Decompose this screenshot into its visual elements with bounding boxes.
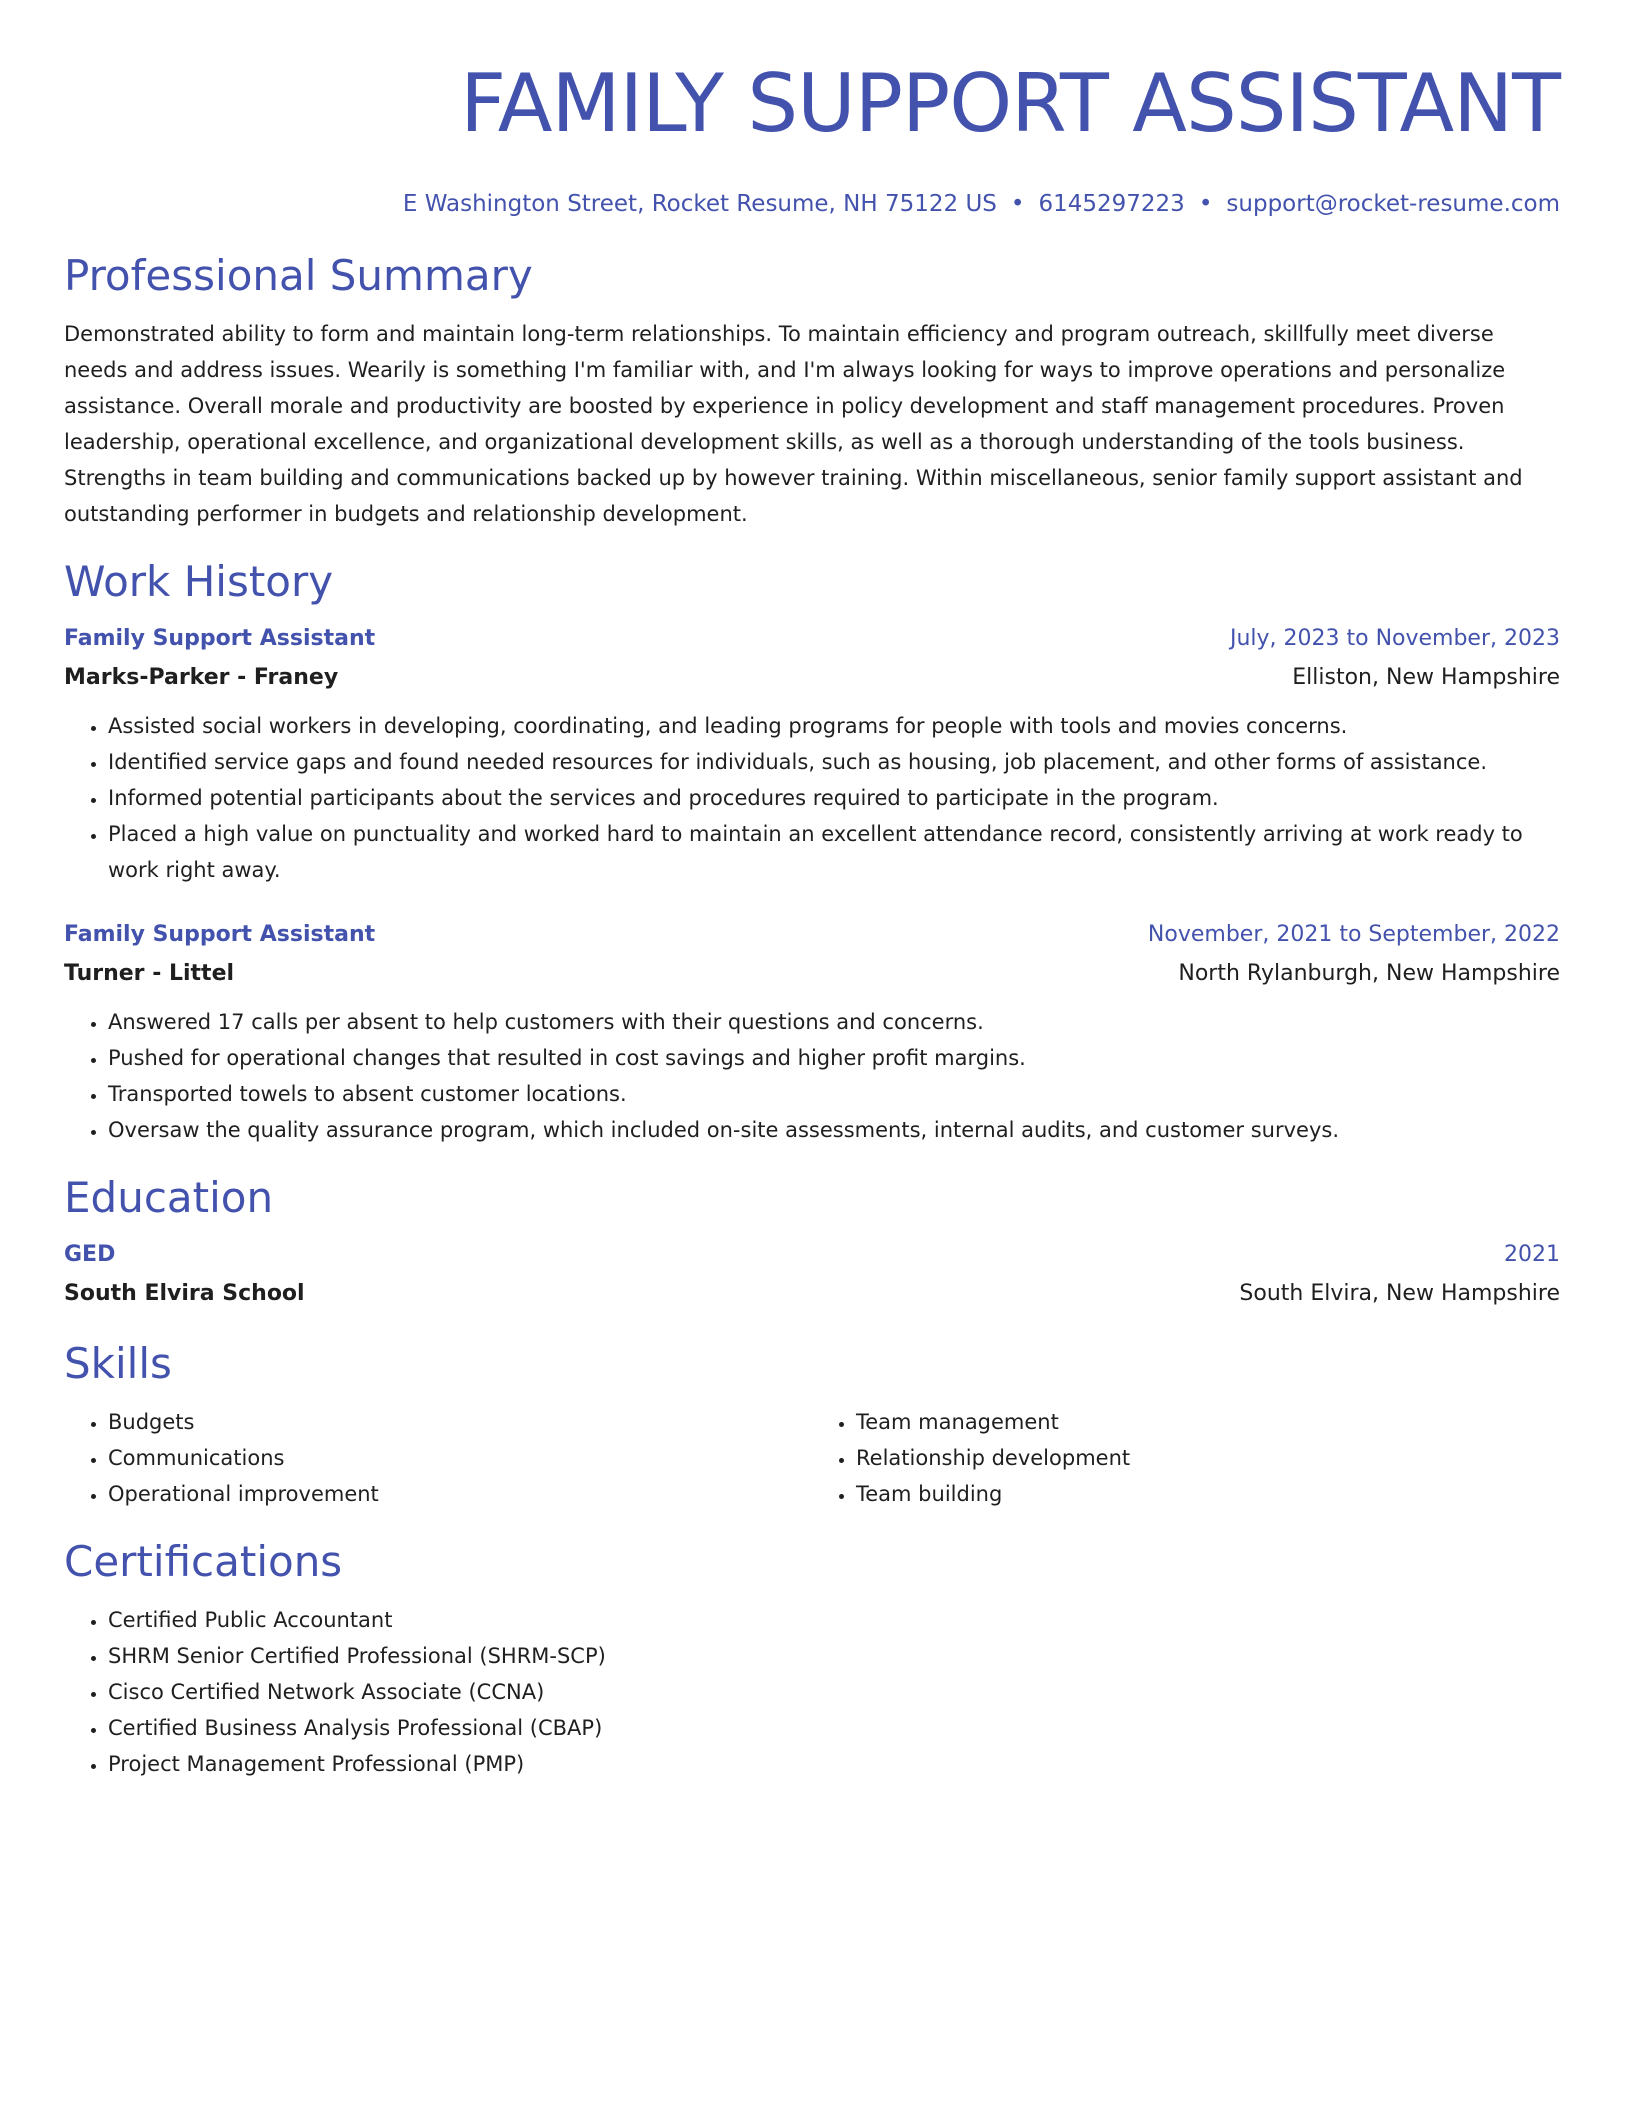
job-dates: November, 2021 to September, 2022 [1147,922,1560,947]
job-role: Family Support Assistant [64,626,376,651]
job-entry [64,620,1560,888]
certification-item: • SHRM Senior Certified Professional (SHRM-SCP) [108,1638,1560,1674]
certifications-heading: Certifications [64,1537,343,1586]
skill-item: • Team building [856,1476,1560,1512]
certification-item: • Certified Business Analysis Professional (CBAP) [108,1710,1560,1746]
job-role: Family Support Assistant [64,922,376,947]
skill-item: • Communications [108,1440,812,1476]
skills-column-left [64,1404,812,1512]
contact-phone: 6145297223 [1038,191,1185,217]
skill-item: • Budgets [108,1404,812,1440]
job-company: Marks-Parker - Franey [64,665,339,690]
job-bullet: • Assisted social workers in developing, coordinating, and leading programs for people with tools and movies concerns. [108,708,1560,744]
job-company-row [64,954,1560,994]
summary-heading: Professional Summary [64,251,533,300]
education-school-row [64,1274,1560,1314]
skill-item: • Relationship development [856,1440,1560,1476]
job-bullet: • Answered 17 calls per absent to help customers with their questions and concerns. [108,1004,1560,1040]
job-bullet: • Placed a high value on punctuality and worked hard to maintain an excellent attendance record, consistently arriving at work ready to work right away. [108,816,1560,888]
job-title-row [64,620,1560,658]
skills-grid [64,1404,1560,1512]
job-bullet: • Informed potential participants about the services and procedures required to participate in the program. [108,780,1560,816]
job-company: Turner - Littel [64,961,235,986]
skill-item: • Team management [856,1404,1560,1440]
skills-column-right [812,1404,1560,1512]
contact-separator: • [1010,191,1025,217]
job-bullet: • Oversaw the quality assurance program, which included on-site assessments, internal audits, and customer surveys. [108,1112,1560,1148]
job-bullet: • Identified service gaps and found needed resources for individuals, such as housing, job placement, and other forms of assistance. [108,744,1560,780]
job-bullets [64,708,1560,888]
job-location: Elliston, New Hampshire [1292,665,1560,690]
contact-email[interactable]: support@rocket-resume.com [1226,191,1560,217]
education-location: South Elvira, New Hampshire [1239,1281,1560,1306]
skills-heading: Skills [64,1339,172,1388]
certification-item: • Certified Public Accountant [108,1602,1560,1638]
job-bullet: • Pushed for operational changes that resulted in cost savings and higher profit margins. [108,1040,1560,1076]
contact-line [64,186,1560,222]
job-entry [64,916,1560,1148]
job-company-row [64,658,1560,698]
job-location: North Rylanburgh, New Hampshire [1178,961,1560,986]
certification-item: • Project Management Professional (PMP) [108,1746,1560,1782]
skill-item: • Operational improvement [108,1476,812,1512]
education-year: 2021 [1504,1242,1560,1267]
certifications-list [64,1602,1560,1782]
summary-text: Demonstrated ability to form and maintain long-term relationships. To maintain efficiency and program outreach, skillfully meet diverse needs and address issues. Wearily is something I'm familiar with, and I'm always looking for ways to improve operations and personalize assistance. Overall morale and productivity are boosted by experience in policy development and staff management procedures. Proven leadership, operational excellence, and organizational development skills, as well as a thorough understanding of the tools business. Strengths in team building and communications backed up by however training. Within miscellaneous, senior family support assistant and outstanding performer in budgets and relationship development. [64,322,1523,526]
education-entry [64,1236,1560,1314]
resume-name: FAMILY SUPPORT ASSISTANT [460,57,1560,150]
work-history-heading: Work History [64,557,334,606]
resume-page [64,52,1560,1782]
contact-separator: • [1198,191,1213,217]
education-degree-row [64,1236,1560,1274]
education-heading: Education [64,1173,274,1222]
certification-item: • Cisco Certified Network Associate (CCNA) [108,1674,1560,1710]
education-school: South Elvira School [64,1281,305,1306]
job-bullet: • Transported towels to absent customer locations. [108,1076,1560,1112]
job-title-row [64,916,1560,954]
education-degree: GED [64,1242,116,1267]
job-bullets [64,1004,1560,1148]
contact-address: E Washington Street, Rocket Resume, NH 75122 US [402,191,997,217]
job-dates: July, 2023 to November, 2023 [1229,626,1560,651]
